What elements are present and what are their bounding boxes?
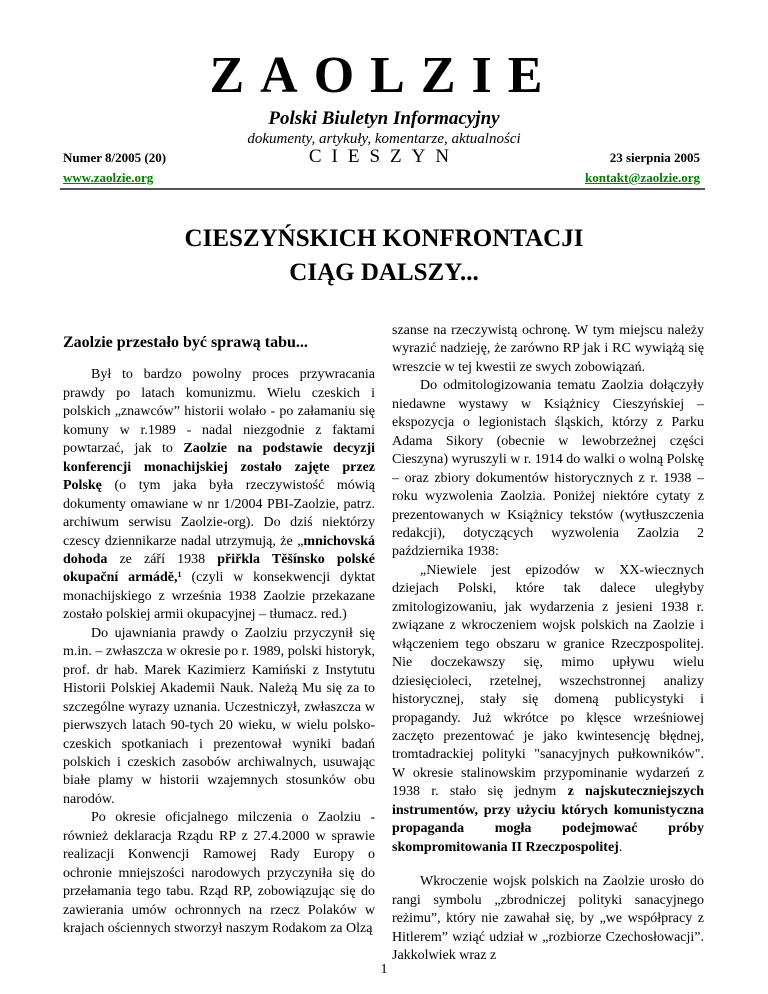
- bold-run: mnichovská dohoda: [63, 533, 375, 567]
- masthead-title: ZAOLZIE: [209, 47, 559, 104]
- right-paragraph-4: Wkroczenie wojsk polskich na Zaolzie urosło do rangi symbolu „zbrodniczej polityki sanacyjnego reżimu”, który nie zawahał się, by „we współpracy z Hitlerem” wziąć udział w „rozbiorze Czechosłowacji”. Jakkolwiek wraz z: [392, 874, 704, 963]
- website-link[interactable]: www.zaolzie.org: [63, 170, 154, 185]
- left-paragraph-1: [63, 366, 375, 624]
- left-column: [63, 322, 375, 939]
- right-column: [392, 322, 704, 965]
- headline-line-2: CIĄG DALSZY...: [289, 259, 479, 286]
- city-name: CIESZYN: [308, 146, 460, 167]
- text-run: (o tym jaka była rzeczywistość mówią dokumenty omawiane w nr 1/2004 PBI-Zaolzie, patrz. archiwum serwisu Zaolzie-org). Do dziś niektórzy czescy dziennikarze nadal utrzymują, że „: [63, 478, 375, 549]
- issue-number: Numer 8/2005 (20): [63, 150, 167, 165]
- article-headline: [0, 222, 768, 290]
- headline-line-1: CIESZYŃSKICH KONFRONTACJI: [184, 225, 584, 252]
- bold-run: z najskuteczniejszych instrumentów, przy użyciu których komunistyczna propaganda mogła podejmować próby skompromitowania II Rzeczpospolitej: [392, 784, 704, 855]
- bold-run: Zaolzie na podstawie decyzji konferencji monachijskiej zostało zajęte przez Polskę: [63, 441, 375, 494]
- left-paragraph-3: Po okresie oficjalnego milczenia o Zaolziu - również deklaracja Rządu RP z 27.4.2000 w sprawie realizacji Konwencji Ramowej Rady Europy o ochronie mniejszości narodowych przyczyniła się do przełamania tego tabu. Rząd RP, zobowiązując się do zawierania umów ochronnych na rzecz Polaków w krajach ościennych stworzył naszym Rodakom za Olzą: [63, 810, 375, 937]
- right-paragraph-1: szanse na rzeczywistą ochronę. W tym miejscu należy wyrazić nadzieję, że zarówno RP jak i RC wywiążą się wreszcie w tej kwestii ze swych zobowiązań.: [392, 323, 704, 375]
- text-run: „Niewiele jest epizodów w XX-wiecznych dziejach Polski, które tak dalece uległyby zmitologizowaniu, jak wydarzenia z jesieni 1938 r. związane z wkroczeniem wojsk polskich na Zaolzie i włączeniem tego obszaru w granice Rzeczpospolitej. Nie doczekawszy się, mimo upływu wielu dziesięcioleci, rzetelnej, wszechstronnej analizy historycznej, stały się domeną publicystyki i propagandy. Już wkrótce po klęsce wrześniowej zaczęto prezentować je jako kwintesencję błędnej, tromtadrackiej polityki "sanacyjnych pułkowników". W okresie stalinowskim przypominanie wydarzeń z 1938 r. stało się jednym: [392, 562, 704, 800]
- header-divider: [60, 188, 705, 190]
- email-link[interactable]: kontakt@zaolzie.org: [585, 170, 700, 185]
- text-run: (czyli w konsekwencji dyktat monachijskiego z września 1938 Zaolzie przekazane zostało polskiej armii okupacyjnej – tłumacz. red.): [63, 570, 375, 623]
- left-paragraph-2: Do ujawniania prawdy o Zaolziu przyczynił się m.in. – zwłaszcza w okresie po r. 1989, polski historyk, prof. dr hab. Marek Kazimierz Kamiński z Instytutu Historii Polskiej Akademii Nauk. Należą Mu się za to szczególne wyrazy uznania. Uczestniczył, zwłaszcza w pierwszych latach 90-tych 20 wieku, w wielu polsko-czeskich spotkaniach i prezentował wyniki badań polskich i czeskich zasobów archiwalnych, usuwając białe plamy w historii wzajemnych stosunków obu narodów.: [63, 625, 375, 807]
- section-heading: Zaolzie przestało być sprawą tabu...: [63, 334, 308, 351]
- text-run: .: [618, 839, 623, 855]
- bold-run: přiřkla Těšínsko polské okupační armádě,¹: [63, 551, 375, 586]
- right-paragraph-2: Do odmitologizowania tematu Zaolzia dołączyły niedawne wystawy w Książnicy Cieszyńskiej – ekspozycja o legionistach śląskich, którzy z Parku Adama Sikory (obecnie w lewobrzeżnej części Cieszyna) wyruszyli w r. 1914 do walki o wolną Polskę – oraz zbiory dokumentów historycznych z r. 1938 – roku wyzwolenia Zaolzia. Poniżej niektóre cytaty z prezentowanych w Książnicy tekstów (wytłuszczenia redakcji), dotyczących wyzwolenia Zaolzia 2 października 1938:: [392, 378, 704, 560]
- paragraph-gap: [392, 857, 704, 873]
- text-run: Był to bardzo powolny proces przywracania prawdy po latach komunizmu. Wielu czeskich i polskich „znawców” historii wolało - po załamaniu się komuny w r.1989 - nadal niezgodnie z faktami powtarzać, jak to: [63, 367, 375, 457]
- text-run: ze září 1938: [107, 551, 218, 567]
- bulletin-subtitle: Polski Biuletyn Informacyjny: [268, 108, 500, 129]
- right-paragraph-3: [392, 562, 704, 857]
- page-number: 1: [380, 962, 388, 977]
- bulletin-tagline: dokumenty, artykuły, komentarze, aktualności: [247, 131, 521, 147]
- issue-date: 23 sierpnia 2005: [609, 150, 700, 165]
